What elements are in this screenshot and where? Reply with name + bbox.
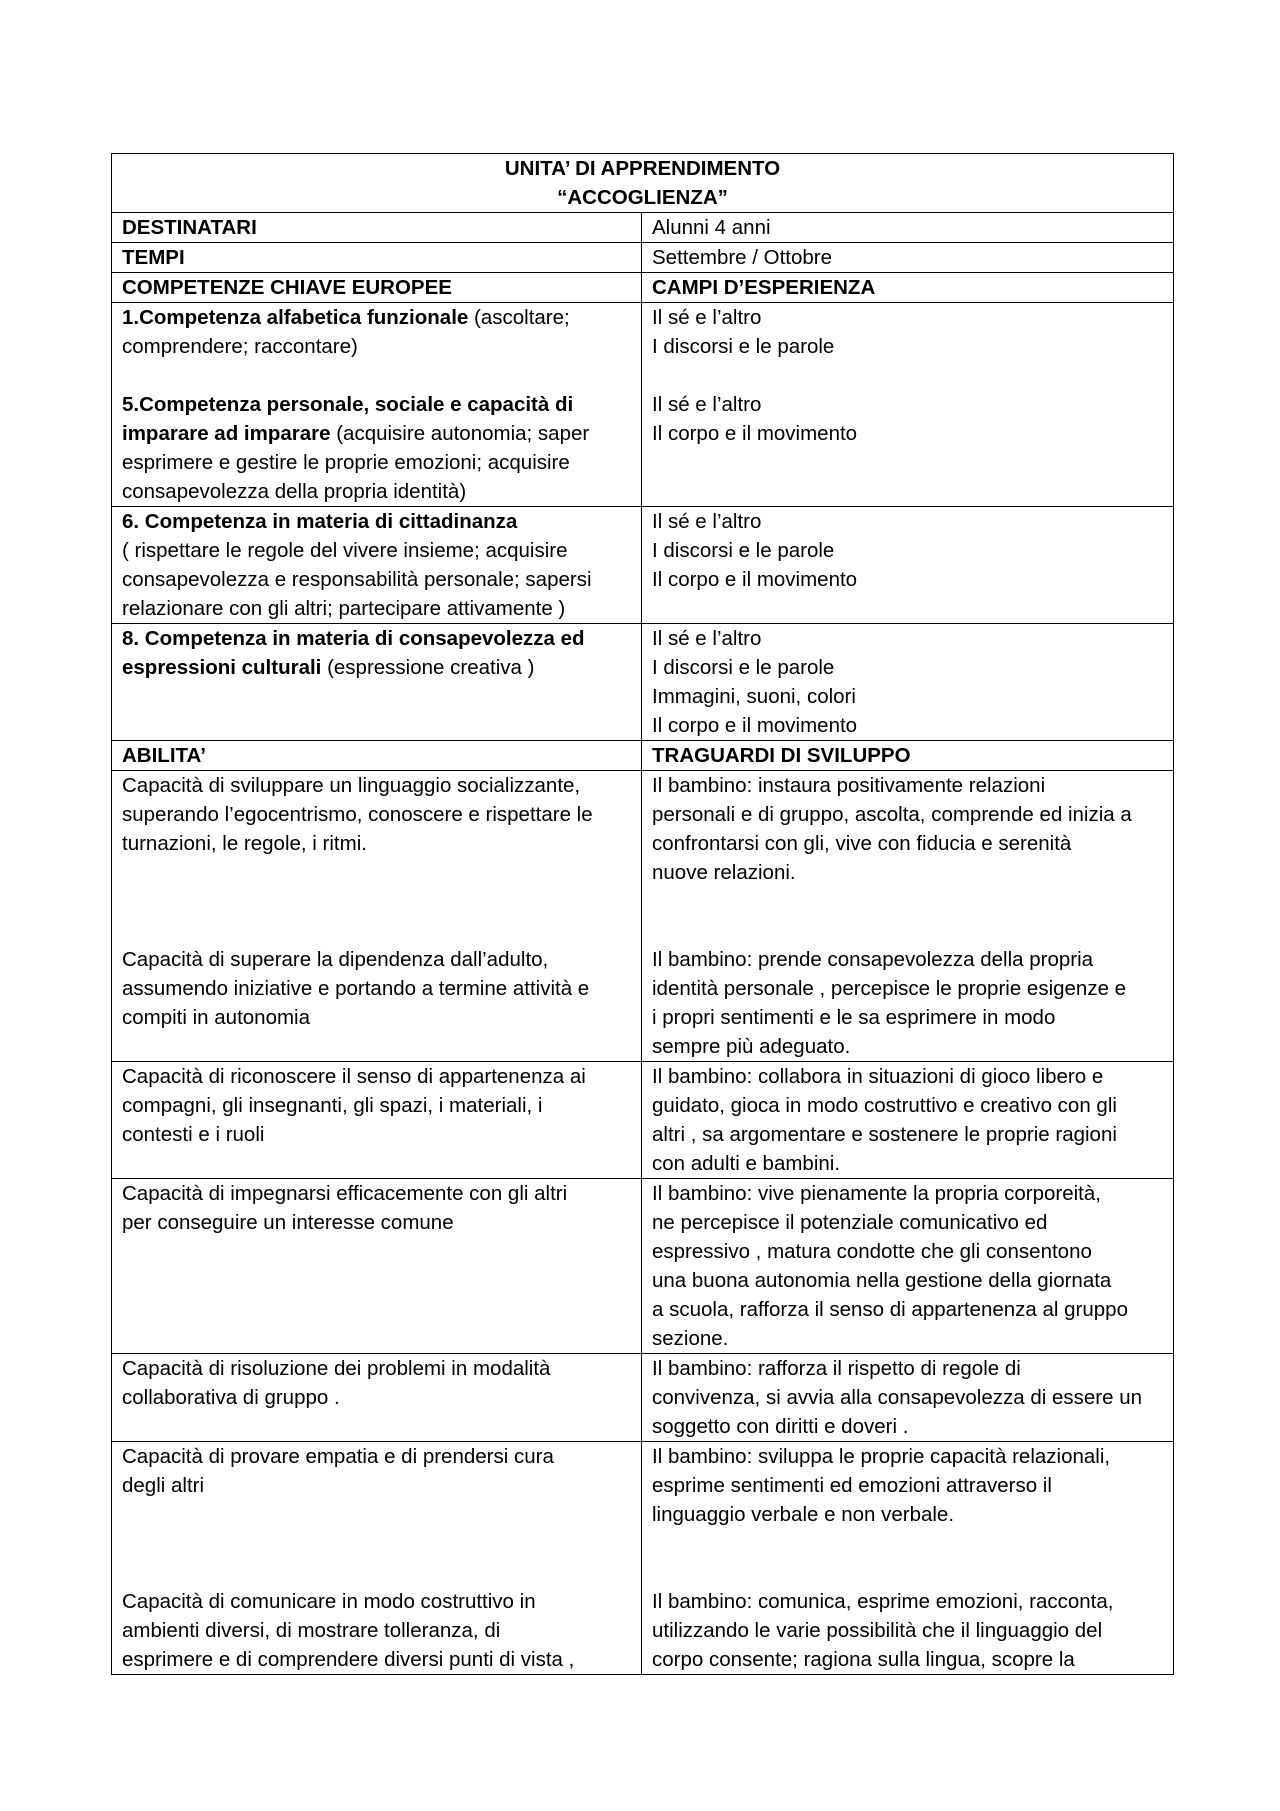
traguardo-line: identità personale , percepisce le proprie esigenze e — [652, 977, 1127, 1000]
competenza-line: 6. Competenza in materia di cittadinanza — [122, 510, 518, 533]
campo-item: Il sé e l’altro — [652, 627, 762, 650]
competenza-cell — [112, 303, 642, 507]
competenza-line: esprimere e gestire le proprie emozioni; acquisire — [122, 451, 570, 474]
traguardo-line: sempre più adeguato. — [652, 1035, 851, 1058]
traguardo-line: convivenza, si avvia alla consapevolezza di essere un — [652, 1386, 1142, 1409]
traguardo-line: soggetto con diritti e doveri . — [652, 1415, 909, 1438]
traguardo-line: ne percepisce il potenziale comunicativo ed — [652, 1211, 1048, 1234]
abilita-line: Capacità di sviluppare un linguaggio socializzante, — [122, 774, 581, 797]
traguardo-line: Il bambino: sviluppa le proprie capacità relazionali, — [652, 1445, 1111, 1468]
traguardo-cell — [642, 1442, 1174, 1675]
campi-cell — [642, 303, 1174, 507]
traguardo-line: linguaggio verbale e non verbale. — [652, 1503, 955, 1526]
traguardo-line: con adulti e bambini. — [652, 1152, 841, 1175]
traguardo-line: Il bambino: collabora in situazioni di gioco libero e — [652, 1065, 1104, 1088]
traguardo-line: espressivo , matura condotte che gli consentono — [652, 1240, 1092, 1263]
abilita-line: contesti e i ruoli — [122, 1123, 265, 1146]
traguardo-line: nuove relazioni. — [652, 861, 796, 884]
abilita-header-row — [112, 741, 1174, 771]
tempi-label: TEMPI — [112, 243, 642, 273]
abilita-line: degli altri — [122, 1474, 205, 1497]
title-row — [112, 154, 1174, 213]
competenza-line: 5.Competenza personale, sociale e capacità di — [122, 393, 574, 416]
abilita-line: Capacità di provare empatia e di prendersi cura — [122, 1445, 554, 1468]
abilita-header: ABILITA’ — [112, 741, 642, 771]
campo-item: I discorsi e le parole — [652, 656, 835, 679]
competenza-line: consapevolezza e responsabilità personale; sapersi — [122, 568, 592, 591]
abilita-row — [112, 1354, 1174, 1442]
document-page — [111, 153, 1173, 1675]
traguardo-cell — [642, 1354, 1174, 1442]
campo-item: Il corpo e il movimento — [652, 568, 858, 591]
abilita-line: Capacità di impegnarsi efficacemente con gli altri — [122, 1182, 568, 1205]
abilita-line: Capacità di comunicare in modo costruttivo in — [122, 1590, 536, 1613]
abilita-row — [112, 771, 1174, 1062]
destinatari-row — [112, 213, 1174, 243]
competenze-header: COMPETENZE CHIAVE EUROPEE — [112, 273, 642, 303]
abilita-line: turnazioni, le regole, i ritmi. — [122, 832, 367, 855]
title-line-2: “ACCOGLIENZA” — [557, 186, 728, 209]
traguardo-line: personali e di gruppo, ascolta, comprende ed inizia a — [652, 803, 1132, 826]
tempi-row — [112, 243, 1174, 273]
traguardo-line: Il bambino: rafforza il rispetto di regole di — [652, 1357, 1021, 1380]
traguardo-line: a scuola, rafforza il senso di appartenenza al gruppo — [652, 1298, 1128, 1321]
competenza-cell — [112, 507, 642, 624]
traguardo-cell — [642, 1062, 1174, 1179]
abilita-line: collaborativa di gruppo . — [122, 1386, 340, 1409]
traguardo-line: Il bambino: vive pienamente la propria corporeità, — [652, 1182, 1101, 1205]
competenza-line: ( rispettare le regole del vivere insieme; acquisire — [122, 539, 568, 562]
abilita-row — [112, 1062, 1174, 1179]
learning-unit-table — [111, 153, 1174, 1675]
abilita-line: assumendo iniziative e portando a termine attività e — [122, 977, 590, 1000]
traguardo-line: Il bambino: prende consapevolezza della propria — [652, 948, 1094, 971]
competenza-line: relazionare con gli altri; partecipare attivamente ) — [122, 597, 566, 620]
traguardi-header: TRAGUARDI DI SVILUPPO — [642, 741, 1174, 771]
traguardo-line: i propri sentimenti e le sa esprimere in modo — [652, 1006, 1056, 1029]
tempi-value: Settembre / Ottobre — [642, 243, 1174, 273]
destinatari-label: DESTINATARI — [112, 213, 642, 243]
campo-item: Immagini, suoni, colori — [652, 685, 856, 708]
abilita-line: Capacità di risoluzione dei problemi in modalità — [122, 1357, 551, 1380]
competenza-cell — [112, 624, 642, 741]
competenza-row — [112, 624, 1174, 741]
abilita-cell — [112, 1442, 642, 1675]
traguardo-cell — [642, 771, 1174, 1062]
competenza-line: 8. Competenza in materia di consapevolezza ed — [122, 627, 585, 650]
campo-item: Il sé e l’altro — [652, 510, 762, 533]
abilita-line: Capacità di riconoscere il senso di appartenenza ai — [122, 1065, 586, 1088]
abilita-line: Capacità di superare la dipendenza dall’adulto, — [122, 948, 549, 971]
campo-item: I discorsi e le parole — [652, 335, 835, 358]
abilita-row — [112, 1442, 1174, 1675]
campo-item: I discorsi e le parole — [652, 539, 835, 562]
traguardo-line: Il bambino: instaura positivamente relazioni — [652, 774, 1046, 797]
competenze-header-row — [112, 273, 1174, 303]
title-line-1: UNITA’ DI APPRENDIMENTO — [504, 157, 781, 180]
competenza-row — [112, 303, 1174, 507]
abilita-row — [112, 1179, 1174, 1354]
abilita-line: superando l’egocentrismo, conoscere e rispettare le — [122, 803, 593, 826]
abilita-line: compiti in autonomia — [122, 1006, 311, 1029]
abilita-line: compagni, gli insegnanti, gli spazi, i materiali, i — [122, 1094, 543, 1117]
title-cell — [112, 154, 1174, 213]
campo-item: Il corpo e il movimento — [652, 422, 858, 445]
abilita-line: esprimere e di comprendere diversi punti di vista , — [122, 1648, 575, 1671]
campi-cell — [642, 624, 1174, 741]
campo-item: Il corpo e il movimento — [652, 714, 858, 737]
campi-header: CAMPI D’ESPERIENZA — [642, 273, 1174, 303]
traguardo-line: Il bambino: comunica, esprime emozioni, racconta, — [652, 1590, 1114, 1613]
campo-item: Il sé e l’altro — [652, 306, 762, 329]
traguardo-line: confrontarsi con gli, vive con fiducia e serenità — [652, 832, 1072, 855]
traguardo-line: sezione. — [652, 1327, 729, 1350]
abilita-line: ambienti diversi, di mostrare tolleranza, di — [122, 1619, 501, 1642]
traguardo-line: una buona autonomia nella gestione della giornata — [652, 1269, 1112, 1292]
competenza-line: 1.Competenza alfabetica funzionale (ascoltare; — [122, 306, 570, 329]
traguardo-line: corpo consente; ragiona sulla lingua, scopre la — [652, 1648, 1075, 1671]
destinatari-value: Alunni 4 anni — [642, 213, 1174, 243]
abilita-cell — [112, 1062, 642, 1179]
competenza-line: imparare ad imparare (acquisire autonomia; saper — [122, 422, 590, 445]
traguardo-line: utilizzando le varie possibilità che il linguaggio del — [652, 1619, 1103, 1642]
abilita-line: per conseguire un interesse comune — [122, 1211, 454, 1234]
abilita-cell — [112, 1179, 642, 1354]
traguardo-line: altri , sa argomentare e sostenere le proprie ragioni — [652, 1123, 1117, 1146]
traguardo-line: guidato, gioca in modo costruttivo e creativo con gli — [652, 1094, 1117, 1117]
traguardo-cell — [642, 1179, 1174, 1354]
competenza-line: espressioni culturali (espressione creativa ) — [122, 656, 535, 679]
traguardo-line: esprime sentimenti ed emozioni attraverso il — [652, 1474, 1052, 1497]
campi-cell — [642, 507, 1174, 624]
competenza-line: consapevolezza della propria identità) — [122, 480, 467, 503]
abilita-cell — [112, 1354, 642, 1442]
abilita-cell — [112, 771, 642, 1062]
competenza-line: comprendere; raccontare) — [122, 335, 358, 358]
campo-item: Il sé e l’altro — [652, 393, 762, 416]
competenza-row — [112, 507, 1174, 624]
